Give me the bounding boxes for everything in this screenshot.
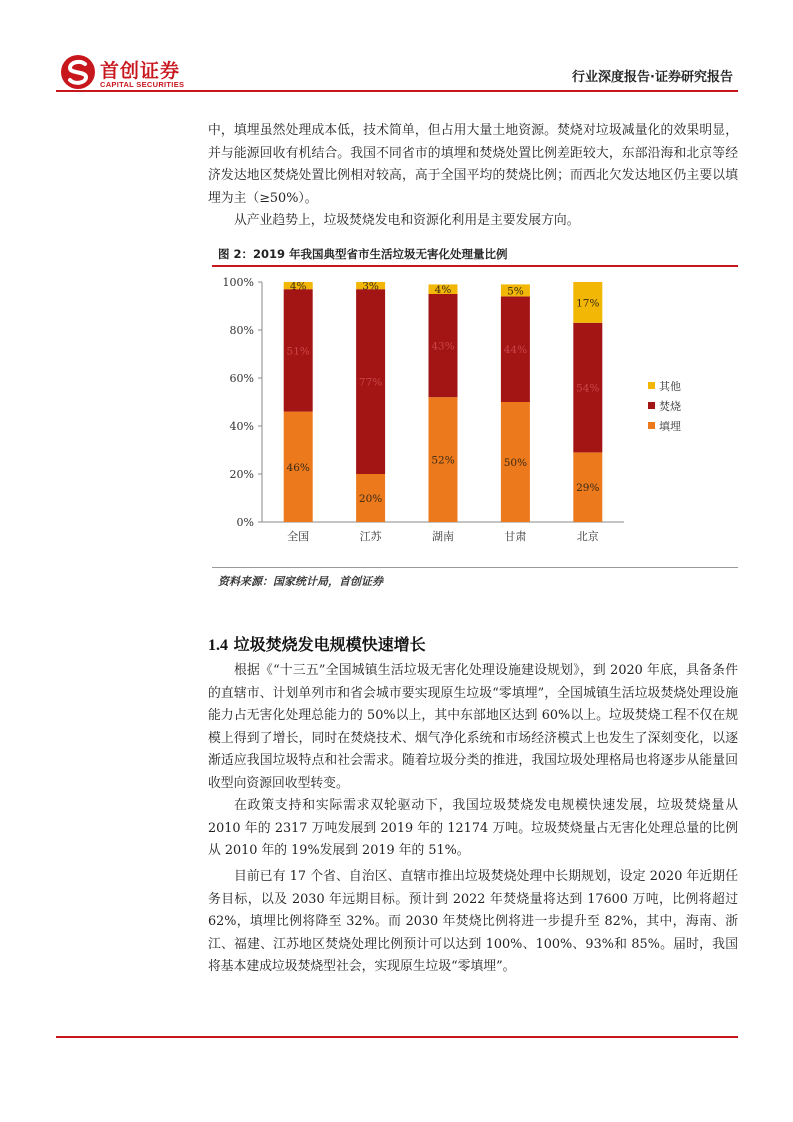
data-label: 17%	[576, 297, 600, 310]
legend-label: 填埋	[659, 420, 681, 433]
data-label: 50%	[503, 457, 528, 469]
x-tick-label: 北京	[576, 530, 599, 543]
company-logo-icon	[60, 54, 96, 90]
data-label: 54%	[576, 382, 600, 395]
data-label: 4%	[434, 284, 452, 297]
x-tick-label: 甘肃	[504, 530, 527, 543]
intro-paragraph-2: 从产业趋势上，垃圾焚烧发电和资源化利用是主要发展方向。	[234, 213, 580, 228]
data-label: 77%	[358, 376, 383, 389]
figure-source: 资料来源：国家统计局，首创证券	[218, 575, 383, 588]
data-label: 51%	[286, 345, 310, 358]
logo-chinese-name: 首创证券	[100, 60, 181, 82]
legend-swatch	[648, 402, 655, 409]
x-tick-label: 江苏	[359, 530, 382, 543]
section-paragraph-2: 在政策支持和实际需求双轮驱动下，我国垃圾焚烧发电规模快速发展，垃圾焚烧量从 2010 年的 2317 万吨发展到 2019 年的 12174 万吨。垃圾焚烧量占无害化处理总量的比例从 2010 年的 19%发展到 2019 年的 51%。	[208, 798, 738, 859]
legend-label: 其他	[659, 380, 681, 393]
data-label: 3%	[362, 280, 379, 293]
section-paragraph-1: 根据《“十三五”全国城镇生活垃圾无害化处理设施建设规划》，到 2020 年底，具备条件的直辖市、计划单列市和省会城市要实现原生垃圾“零填埋”，全国城镇生活垃圾焚烧处理设施能力占无害化处理总能力的 50%以上，其中东部地区达到 60%以上。垃圾焚烧工程不仅在规模上得到了增长，同时在焚烧技术、烟气净化系统和市场经济模式上也发生了深刻变化，以逐渐适应我国垃圾特点和社会需求。随着垃圾分类的推进，我国垃圾处理格局也将逐步从能量回收型向资源回收型转变。	[208, 663, 738, 791]
section-heading	[208, 632, 426, 655]
legend-label: 焚烧	[659, 400, 681, 413]
y-tick-label: 100%	[222, 276, 254, 289]
y-tick-label: 60%	[229, 372, 254, 385]
figure-bottom-rule	[212, 567, 738, 568]
data-label: 20%	[358, 493, 383, 505]
y-tick-label: 0%	[236, 516, 254, 529]
y-tick-label: 40%	[229, 420, 254, 433]
figure-top-rule	[212, 265, 738, 267]
data-label: 52%	[431, 454, 455, 467]
legend-swatch	[648, 422, 655, 429]
y-tick-label: 80%	[229, 324, 254, 337]
y-tick-label: 20%	[229, 468, 254, 481]
x-tick-label: 全国	[287, 530, 310, 543]
footer-divider	[56, 1036, 738, 1038]
data-label: 29%	[576, 482, 600, 495]
data-label: 44%	[503, 344, 528, 357]
section-number: 1.4	[208, 637, 228, 654]
data-label: 5%	[507, 285, 524, 298]
data-label: 43%	[431, 340, 455, 353]
section-paragraph-3: 目前已有 17 个省、自治区、直辖市推出垃圾焚烧处理中长期规划，设定 2020 年近期任务目标，以及 2030 年远期目标。预计到 2022 年焚烧量将达到 17600 万吨，比例将超过 62%，填埋比例将降至 32%。而 2030 年焚烧比例将进一步提升至 82%，其中，海南、浙江、福建、江苏地区焚烧处理比例预计可以达到 100%、100%、93%和 85%。届时，我国将基本建成垃圾焚烧型社会，实现原生垃圾“零填埋”。	[208, 869, 738, 975]
data-label: 46%	[286, 461, 310, 474]
intro-paragraph-1: 中，填埋虽然处理成本低，技术简单，但占用大量土地资源。焚烧对垃圾减量化的效果明显，并与能源回收有机结合。我国不同省市的填埋和焚烧处置比例差距较大，东部沿海和北京等经济发达地区焚烧处置比例相对较高，高于全国平均的焚烧比例；而西北欠发达地区仍主要以填埋为主（≥50%）。	[208, 123, 738, 206]
report-type-label: 行业深度报告·证券研究报告	[572, 70, 733, 85]
x-tick-label: 湖南	[432, 530, 454, 543]
logo-english-name: CAPITAL SECURITIES	[100, 80, 185, 89]
stacked-bar-chart	[212, 268, 738, 560]
header-divider	[56, 90, 738, 92]
section-title: 垃圾焚烧发电规模快速增长	[233, 635, 426, 654]
legend-swatch	[648, 382, 655, 389]
data-label: 4%	[289, 280, 307, 293]
figure-title: 图 2：2019 年我国典型省市生活垃圾无害化处理量比例	[218, 247, 508, 261]
